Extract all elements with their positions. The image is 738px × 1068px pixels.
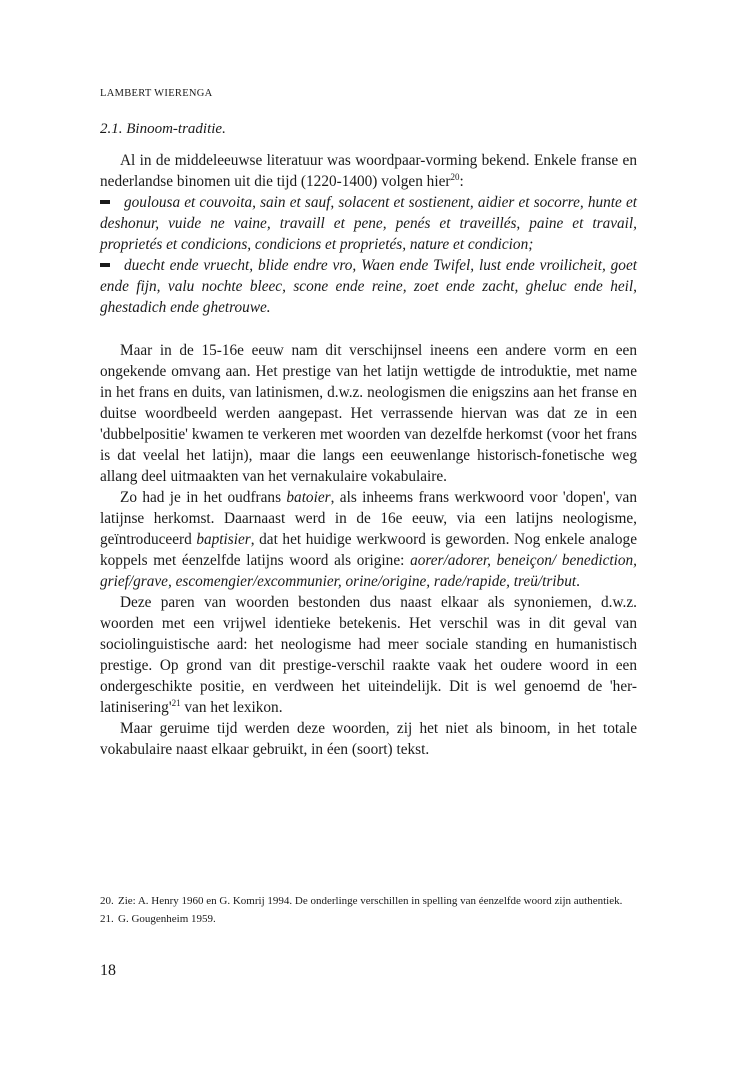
bullet-french-binomials: goulousa et couvoita, sain et sauf, solacent et sostienent, aidier et socorre, hunte et deshonur, vuide ne vaine, travaill et pene, penés et traveillés, paine et travail, proprietés et condicions, condicions et proprietés, nature et condicion;: [100, 194, 637, 253]
text-block-binomials: [100, 150, 637, 318]
paragraph-intro: Al in de middeleeuwse literatuur was woordpaar-vorming bekend. Enkele franse en nederlandse binomen uit die tijd (1220-1400) volgen hier$^{20}$:: [100, 152, 637, 190]
paragraph-oudfrans: Zo had je in het oudfrans batoier, als inheems frans werkwoord voor 'dopen', van latijnse herkomst. Daarnaast werd in de 16e eeuw, via een latijns neologisme, geïntroduceerd baptisier, dat het huidige werkwoord is geworden. Nog enkele analoge koppels met éenzelfde latijns woord als origine: aorer/adorer, beneiçon/ benediction, grief/grave, escomengier/excommunier, orine/origine, rade/rapide, treü/tribut.: [100, 489, 638, 590]
paragraph-geruime-tijd: Maar geruime tijd werden deze woorden, zij het niet als binoom, in het totale vokabulaire naast elkaar gebruikt, in éen (soort) tekst.: [100, 720, 637, 758]
footnote-20: 20. Zie: A. Henry 1960 en G. Komrij 1994. De onderlinge verschillen in spelling van éenzelfde woord zijn authentiek.: [100, 895, 623, 907]
page-number: 18: [100, 962, 116, 979]
footnotes: [100, 894, 637, 930]
footnote-21: 21. G. Gougenheim 1959.: [100, 913, 216, 925]
bullet-icon: [100, 200, 110, 204]
section-title: 2.1. Binoom-traditie.: [100, 121, 226, 137]
running-header: LAMBERT WIERENGA: [100, 88, 213, 99]
paragraph-synoniemen: Deze paren van woorden bestonden dus naast elkaar als synoniemen, d.w.z. woorden met een vrijwel identieke betekenis. Het verschil was in dit geval van sociolinguistische aard: het neologisme had meer sociale standing en humanistisch prestige. Op grond van dit prestige-verschil raakte vaak het oudere woord in een ondergeschikte positie, en verdween het uiteindelijk. Dit is wel genoemd de '$her-latinisering'^{21}$ van het lexikon.: [100, 594, 637, 716]
paragraph-15-16e-eeuw: Maar in de 15-16e eeuw nam dit verschijnsel ineens een andere vorm en een ongekende omvang aan. Het prestige van het latijn wettigde de introduktie, met name in het frans en duits, van latinismen, d.w.z. neologismen die enigszins aan het franse en duitse woordbeeld werden aangepast. Het verrassende hiervan was dat ze in een 'dubbelpositie' kwamen te verkeren met woorden van dezelfde herkomst (voor het frans is dat veelal het latijn), maar die langs een eeuwenlange historisch-fonetische weg allang deel uitmaakten van het vernakulaire vokabulaire.: [100, 342, 637, 485]
bullet-dutch-binomials: duecht ende vruecht, blide endre vro, Waen ende Twifel, lust ende vroilicheit, goet ende fijn, valu nochte bleec, scone ende reine, zoet ende zacht, gheluc ende heil, ghestadich ende ghetrouwe.: [100, 257, 637, 316]
text-block-latinisms: [100, 340, 637, 760]
footnote-ref-21[interactable]: 21: [171, 697, 181, 708]
bullet-icon: [100, 263, 110, 267]
footnote-ref-20[interactable]: 20: [450, 171, 460, 182]
